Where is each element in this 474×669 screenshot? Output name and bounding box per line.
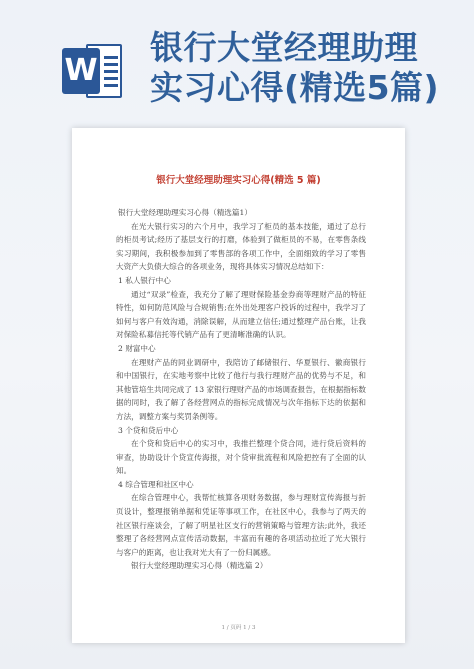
- word-document-icon: [62, 44, 126, 100]
- paragraph: 在理财产品的同业调研中，我陪访了邮储银行、华夏银行、徽商银行和中国银行，在实地考察中比较了他行与我行理财产品的优势与不足，和其他管培生共同完成了 13 家银行理财产品的市场调查报告，在根据指标数据的同时，我了解了各经营网点的指标完成情况与次年指标下达的依据和方法，调整方案与奖罚条例等。: [116, 357, 366, 421]
- banner: [0, 0, 474, 122]
- paragraph: 通过“双录”检查，我充分了解了理财保险基金券商等理财产品的特征特性，如何防范风险与合规销售;在外出处理客户投诉的过程中，我学习了如何与客户有效沟通，消除误解，从而建立信任;通过整理产品台账，让我对保险私募信托等代销产品有了更清晰准确的认识。: [116, 289, 366, 340]
- document-page[interactable]: [72, 128, 405, 643]
- paragraph: 在综合管理中心，我帮忙核算各项财务数据，参与理财宣传海报与折页设计，整理报销单据和凭证等事项工作，在社区中心，我参与了两天的社区银行座谈会，了解了明星社区支行的营销策略与管理方法;此外，我还整理了各经营网点宣传活动数据，丰富而有趣的各项活动拉近了光大银行与客户的距离，也让我对光大有了一份归属感。: [116, 493, 366, 557]
- paragraph: 在光大银行实习的六个月中，我学习了柜员的基本技能，通过了总行的柜员考试;经历了基层支行的打磨，体验到了做柜员的不易，在零售条线实习期间，我积极参加到了零售部的各项工作中，全面细致的学习了零售大资产大负债大综合的各项业务，现将具体实习情况总结如下：: [116, 221, 366, 272]
- paragraph: 在个贷和贷后中心的实习中，我推拦整理个贷合同，进行贷后资料的审查，协助设计个贷宣传海报，对个贷审批流程和风险把控有了全面的认知。: [116, 439, 366, 476]
- section-title: 银行大堂经理助理实习心得（精选篇 2）: [131, 561, 268, 571]
- section-title: 银行大堂经理助理实习心得（精选篇1）: [118, 208, 252, 217]
- word-w-badge: W: [62, 48, 100, 94]
- page-indicator: 1 / 页码 1 / 3: [221, 625, 256, 631]
- section-heading: 3 个贷和贷后中心: [118, 425, 179, 435]
- banner-title-line1: 银行大堂经理助理: [150, 28, 418, 67]
- banner-title-line2: 实习心得(精选5篇): [150, 68, 440, 107]
- section-heading: 1 私人银行中心: [118, 275, 171, 285]
- document-heading: 银行大堂经理助理实习心得(精选 5 篇): [156, 175, 321, 186]
- banner-title: [150, 28, 470, 108]
- section-heading: 4 综合管理和社区中心: [118, 479, 194, 489]
- document-body: [116, 206, 366, 573]
- section-heading: 2 财富中心: [118, 343, 156, 353]
